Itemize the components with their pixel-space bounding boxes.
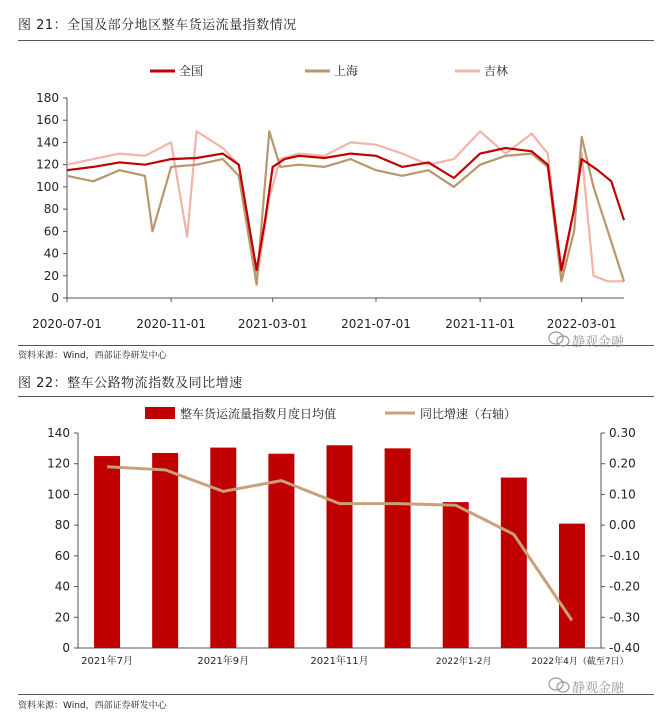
figure2-top-rule bbox=[18, 396, 654, 397]
bar bbox=[385, 448, 411, 648]
y2-tick-label: -0.20 bbox=[609, 579, 641, 594]
figure2-title: 图 22：整车公路物流指数及同比增速 bbox=[18, 376, 243, 391]
legend-label: 整车货运流量指数月度日均值 bbox=[180, 407, 337, 421]
y2-tick-label: 0.10 bbox=[609, 487, 636, 502]
x-tick-label: 2021-03-01 bbox=[237, 317, 308, 331]
legend-label: 全国 bbox=[179, 64, 204, 78]
figure2-bottom-rule bbox=[18, 694, 654, 695]
y2-tick-label: 0.20 bbox=[609, 456, 636, 471]
y-tick-label: 100 bbox=[36, 179, 59, 194]
legend-swatch bbox=[145, 407, 175, 419]
y2-tick-label: -0.30 bbox=[609, 610, 641, 625]
x-tick-label: 2020-11-01 bbox=[136, 317, 206, 331]
figure1-title: 图 21：全国及部分地区整车货运流量指数情况 bbox=[18, 18, 297, 33]
bar bbox=[559, 524, 585, 648]
y2-tick-label: -0.10 bbox=[609, 548, 641, 563]
figure1-source: 资料来源：Wind，西部证券研发中心 bbox=[18, 351, 167, 361]
x-tick-label: 2021年9月 bbox=[197, 656, 250, 667]
chart1-line-chart bbox=[0, 45, 671, 350]
y-tick-label: 120 bbox=[36, 157, 59, 172]
figure1-top-rule bbox=[18, 40, 654, 41]
y-tick-label: 0 bbox=[51, 291, 59, 305]
bar bbox=[94, 456, 120, 648]
y-tick-label: 180 bbox=[36, 91, 59, 105]
y-tick-label: 20 bbox=[43, 268, 59, 283]
figure1-watermark: 静观金融 bbox=[572, 335, 625, 350]
x-tick-label: 2021-07-01 bbox=[341, 317, 411, 331]
figure2-source: 资料来源：Wind，西部证券研发中心 bbox=[18, 701, 167, 711]
x-tick-label: 2022-03-01 bbox=[546, 317, 617, 331]
bar bbox=[327, 445, 353, 648]
x-tick-label: 2021年7月 bbox=[81, 656, 133, 667]
y-tick-label: 60 bbox=[43, 224, 59, 239]
y-tick-label: 40 bbox=[43, 246, 59, 261]
y-tick-label: 20 bbox=[54, 610, 70, 625]
y-tick-label: 40 bbox=[54, 579, 70, 594]
x-tick-label: 2021年11月 bbox=[310, 656, 369, 667]
chart2-bar-line-chart bbox=[0, 400, 671, 690]
x-tick-label: 2021-11-01 bbox=[445, 317, 515, 331]
legend-label: 同比增速（右轴） bbox=[420, 407, 517, 421]
x-tick-label: 2020-07-01 bbox=[32, 317, 102, 331]
wechat-icon bbox=[548, 330, 570, 348]
y-tick-label: 60 bbox=[54, 548, 70, 563]
bar bbox=[152, 453, 178, 648]
y-tick-label: 140 bbox=[47, 426, 70, 440]
y2-tick-label: 0.30 bbox=[609, 426, 636, 440]
x-tick-label: 2022年4月（截至7日） bbox=[531, 657, 629, 667]
y-tick-label: 100 bbox=[47, 487, 70, 502]
y2-tick-label: 0.00 bbox=[609, 518, 636, 533]
wechat-icon bbox=[548, 676, 570, 694]
y-tick-label: 80 bbox=[54, 518, 70, 533]
y-tick-label: 160 bbox=[36, 113, 59, 128]
y-tick-label: 80 bbox=[43, 202, 59, 217]
y-tick-label: 0 bbox=[62, 641, 70, 655]
legend-label: 上海 bbox=[334, 64, 359, 78]
bar bbox=[501, 478, 527, 648]
y-tick-label: 120 bbox=[47, 456, 70, 471]
figure2-watermark: 静观金融 bbox=[572, 681, 625, 696]
x-tick-label: 2022年1-2月 bbox=[435, 657, 492, 667]
y2-tick-label: -0.40 bbox=[609, 641, 641, 655]
bar bbox=[210, 448, 236, 648]
bar bbox=[443, 502, 469, 648]
y-tick-label: 140 bbox=[36, 135, 59, 150]
legend-label: 吉林 bbox=[484, 64, 509, 78]
